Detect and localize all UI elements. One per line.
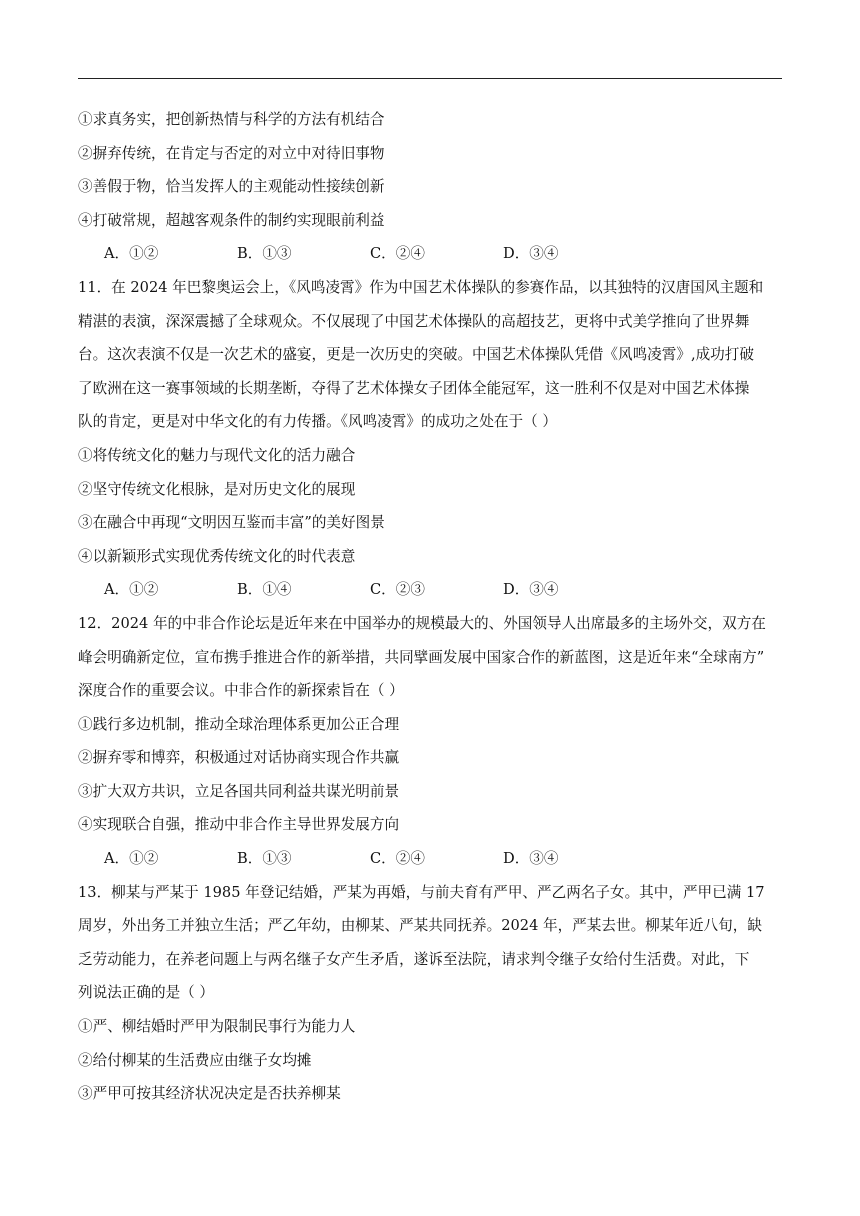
option-line: ①践行多边机制，推动全球治理体系更加公正合理: [78, 715, 400, 733]
option-line: ②给付柳某的生活费应由继子女均摊: [78, 1051, 312, 1069]
header-rule: [78, 78, 782, 79]
question-stem-line: 峰会明确新定位，宣布携手推进合作的新举措，共同擘画发展中国家合作的新蓝图，这是近年来“全球南方”: [78, 648, 765, 666]
option-line: ③善假于物，恰当发挥人的主观能动性接续创新: [78, 178, 385, 196]
option-line: ②摒弃零和博弈，积极通过对话协商实现合作共赢: [78, 749, 400, 767]
answer-choices: [78, 573, 784, 607]
question-stem-line: 12．2024 年的中非合作论坛是近年来在中国举办的规模最大的、外国领导人出席最多的主场外交，双方在: [78, 614, 766, 632]
question-stem-line: 精湛的表演，深深震撼了全球观众。不仅展现了中国艺术体操队的高超技艺，更将中式美学推向了世界舞: [78, 312, 750, 330]
choice-b: B．①③: [237, 245, 292, 263]
choice-d: D．③④: [503, 850, 559, 868]
question-stem-line: 乏劳动能力，在养老问题上与两名继子女产生矛盾，遂诉至法院，请求判令继子女给付生活费。对此，下: [78, 950, 750, 968]
option-line: ①求真务实，把创新热情与科学的方法有机结合: [78, 111, 385, 128]
choice-b: B．①④: [237, 581, 292, 599]
exam-content: [78, 103, 784, 1111]
question-stem-line: 11．在 2024 年巴黎奥运会上，《风鸣凌霄》作为中国艺术体操队的参赛作品，以其独特的汉唐国风主题和: [78, 278, 764, 296]
option-line: ④实现联合自强，推动中非合作主导世界发展方向: [78, 816, 400, 834]
option-line: ③扩大双方共识，立足各国共同利益共谋光明前景: [78, 782, 400, 800]
question-stem-line: 周岁，外出务工并独立生活；严乙年幼，由柳某、严某共同抚养。2024 年，严某去世。柳某年近八旬，缺: [78, 917, 762, 935]
question-10: [78, 103, 784, 271]
option-line: ①严、柳结婚时严甲为限制民事行为能力人: [78, 1018, 356, 1036]
option-line: ③在融合中再现“文明因互鉴而丰富”的美好图景: [78, 514, 385, 532]
question-13: [78, 876, 784, 1111]
choice-a: A．①②: [104, 245, 159, 263]
option-line: ②坚守传统文化根脉，是对历史文化的展现: [78, 480, 356, 498]
question-stem-line: 13．柳某与严某于 1985 年登记结婚，严某为再婚，与前夫育有严甲、严乙两名子女。其中，严甲已满 17: [78, 883, 765, 901]
option-line: ③严甲可按其经济状况决定是否扶养柳某: [78, 1085, 341, 1103]
answer-choices: [78, 237, 784, 271]
choice-a: A．①②: [104, 850, 159, 868]
option-line: ④打破常规，超越客观条件的制约实现眼前利益: [78, 211, 385, 229]
choice-d: D．③④: [503, 581, 559, 599]
option-line: ④以新颖形式实现优秀传统文化的时代表意: [78, 547, 356, 565]
option-line: ①将传统文化的魅力与现代文化的活力融合: [78, 446, 356, 464]
question-stem-line: 了欧洲在这一赛事领域的长期垄断，夺得了艺术体操女子团体全能冠军，这一胜利不仅是对中国艺术体操: [78, 379, 750, 397]
choice-c: C．②④: [370, 245, 425, 263]
question-stem-line: 台。这次表演不仅是一次艺术的盛宴，更是一次历史的突破。中国艺术体操队凭借《风鸣凌霄》,成功打破: [78, 346, 754, 364]
choice-a: A．①②: [104, 581, 159, 599]
question-stem-line: 列说法正确的是（ ）: [78, 984, 214, 1002]
question-11: [78, 271, 784, 607]
answer-choices: [78, 842, 784, 876]
question-stem-line: 深度合作的重要会议。中非合作的新探索旨在（ ）: [78, 682, 404, 700]
option-line: ②摒弃传统，在肯定与否定的对立中对待旧事物: [78, 144, 385, 162]
choice-c: C．②④: [370, 850, 425, 868]
question-stem-line: 队的肯定，更是对中华文化的有力传播。《风鸣凌霄》的成功之处在于（ ）: [78, 413, 557, 431]
choice-c: C．②③: [370, 581, 425, 599]
question-12: [78, 607, 784, 876]
choice-b: B．①③: [237, 850, 292, 868]
choice-d: D．③④: [503, 245, 559, 263]
